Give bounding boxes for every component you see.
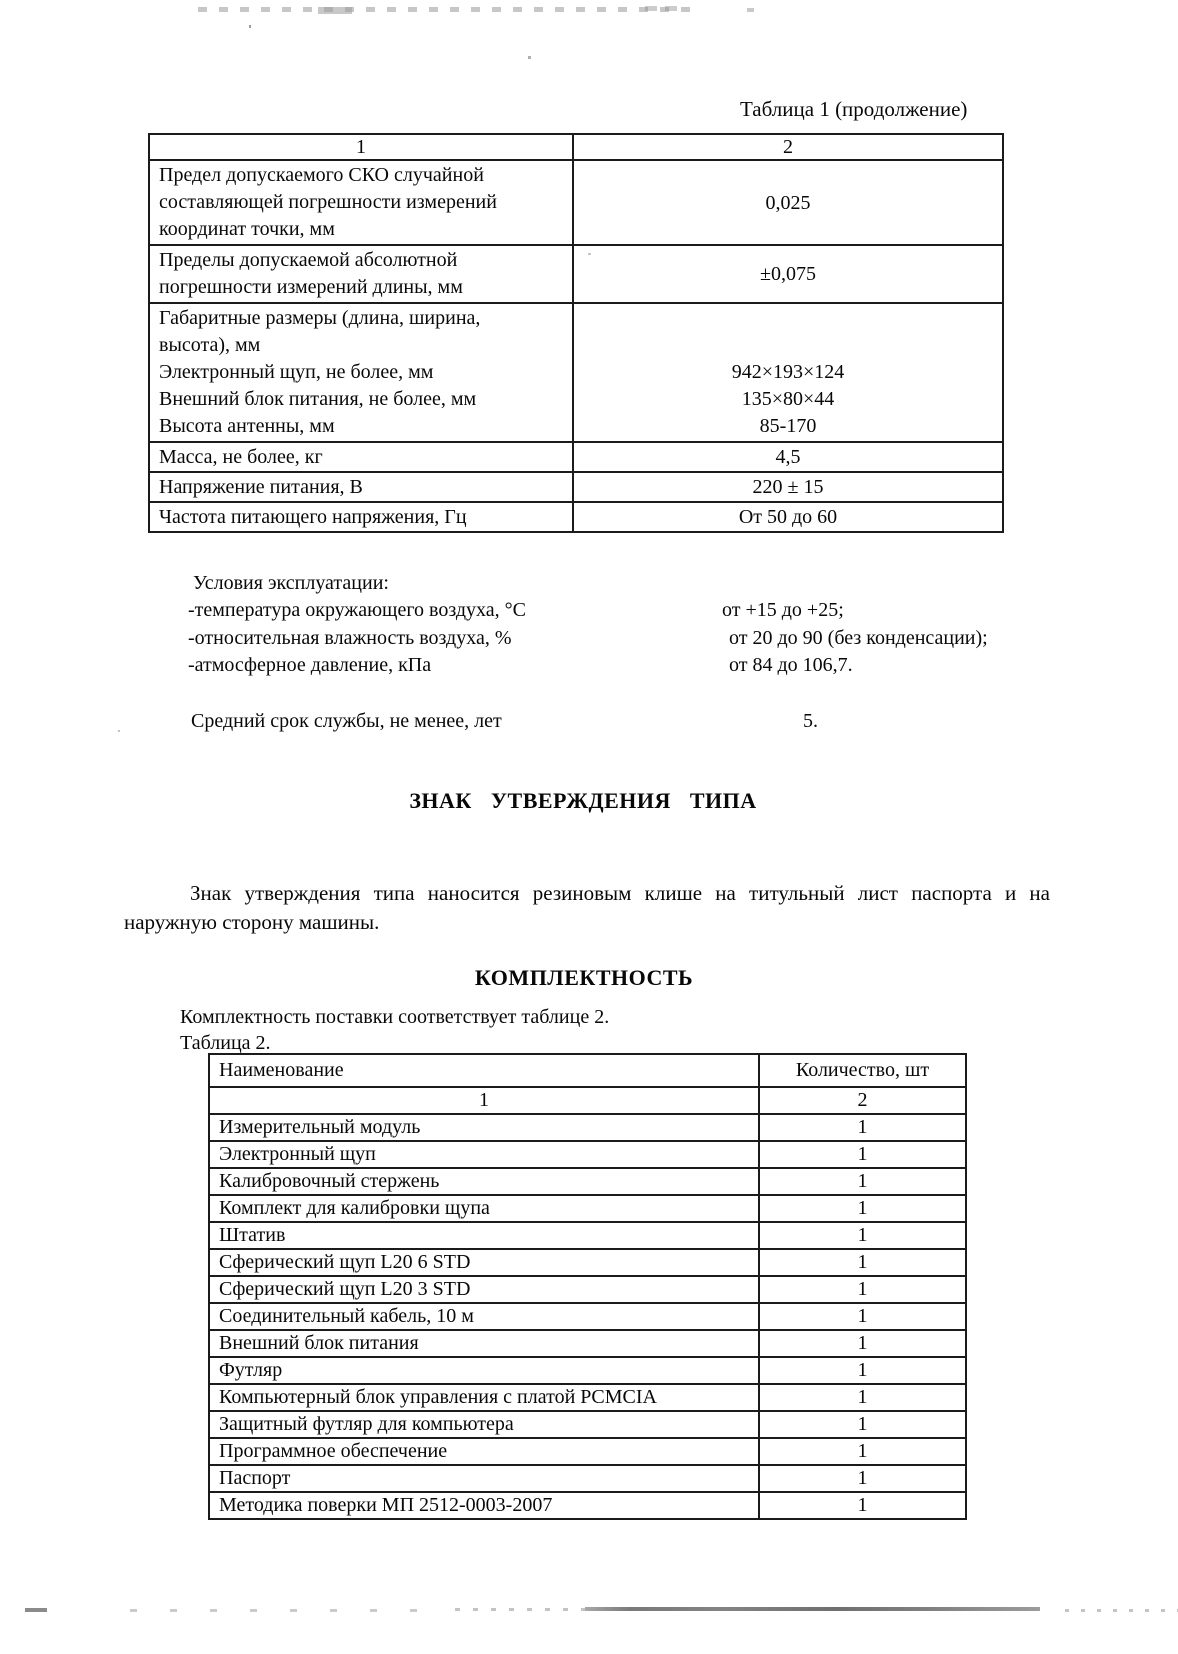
item-qty: 1 — [759, 1276, 966, 1303]
table-row — [209, 1492, 966, 1519]
table-row — [209, 1330, 966, 1357]
table-row — [209, 1438, 966, 1465]
table-row — [209, 1168, 966, 1195]
item-qty: 1 — [759, 1249, 966, 1276]
table1-specifications — [148, 133, 1004, 533]
item-qty: 1 — [759, 1303, 966, 1330]
item-name: Программное обеспечение — [209, 1438, 759, 1465]
table1-col-number: 2 — [573, 134, 1003, 160]
table-row — [209, 1222, 966, 1249]
item-name: Штатив — [209, 1222, 759, 1249]
table-row — [209, 1303, 966, 1330]
item-qty: 1 — [759, 1465, 966, 1492]
item-name: Измерительный модуль — [209, 1114, 759, 1141]
scan-artifact — [130, 1609, 430, 1612]
conditions-title: Условия эксплуатации: — [193, 572, 389, 594]
scan-artifact — [455, 1608, 585, 1611]
section-heading-completeness: КОМПЛЕКТНОСТЬ — [474, 965, 694, 990]
table-row — [209, 1249, 966, 1276]
item-name: Соединительный кабель, 10 м — [209, 1303, 759, 1330]
condition-label: -относительная влажность воздуха, % — [188, 626, 512, 649]
condition-item — [188, 625, 1088, 653]
table1-caption: Таблица 1 (продолжение) — [740, 97, 968, 121]
table1-header-row — [149, 134, 1003, 160]
spec-value: 0,025 — [573, 160, 1003, 245]
spec-label: Напряжение питания, В — [149, 472, 573, 502]
item-name: Комплект для калибровки щупа — [209, 1195, 759, 1222]
item-qty: 1 — [759, 1168, 966, 1195]
scan-artifact — [645, 6, 685, 11]
item-name: Сферический щуп L20 6 STD — [209, 1249, 759, 1276]
condition-label: -атмосферное давление, кПа — [188, 654, 432, 676]
table2-col-number: 1 — [209, 1087, 759, 1114]
condition-value: от 84 до 106,7. — [729, 654, 853, 676]
item-qty: 1 — [759, 1492, 966, 1519]
service-life-value: 5. — [803, 710, 818, 732]
scan-artifact — [747, 8, 754, 12]
item-name: Паспорт — [209, 1465, 759, 1492]
table-row — [209, 1114, 966, 1141]
spec-value: От 50 до 60 — [573, 502, 1003, 532]
scan-artifact — [118, 730, 120, 732]
scan-artifact — [25, 1608, 47, 1612]
table2-number-row — [209, 1087, 966, 1114]
item-name: Методика поверки МП 2512-0003-2007 — [209, 1492, 759, 1519]
service-life-label: Средний срок службы, не менее, лет — [191, 710, 502, 732]
table-row — [149, 502, 1003, 532]
spec-value: 220 ± 15 — [573, 472, 1003, 502]
service-life — [191, 710, 1091, 733]
item-name: Компьютерный блок управления с платой PCMCIA — [209, 1384, 759, 1411]
item-qty: 1 — [759, 1411, 966, 1438]
item-qty: 1 — [759, 1195, 966, 1222]
item-name: Сферический щуп L20 3 STD — [209, 1276, 759, 1303]
scan-artifact — [1065, 1609, 1178, 1612]
scan-artifact — [528, 56, 531, 59]
item-qty: 1 — [759, 1384, 966, 1411]
condition-item — [188, 652, 1088, 680]
paragraph-line: Знак утверждения типа наносится резиновым клише на титульный лист паспорта и на — [190, 881, 1050, 905]
table2-delivery-set — [208, 1053, 967, 1520]
spec-value: 4,5 — [573, 442, 1003, 472]
table-row — [209, 1276, 966, 1303]
condition-label: -температура окружающего воздуха, °С — [188, 599, 527, 621]
scan-artifact — [198, 7, 698, 12]
table-row — [149, 245, 1003, 303]
table-row — [149, 303, 1003, 442]
item-name: Калибровочный стержень — [209, 1168, 759, 1195]
spec-value: ±0,075 — [573, 245, 1003, 303]
table2-caption: Таблица 2. — [180, 1032, 271, 1054]
completeness-intro: Комплектность поставки соответствует таблице 2. — [180, 1006, 610, 1028]
scan-artifact — [318, 7, 352, 14]
table2-col-quantity: Количество, шт — [759, 1054, 966, 1087]
table-row — [149, 442, 1003, 472]
condition-value: от 20 до 90 (без конденсации); — [729, 626, 988, 649]
operating-conditions — [188, 570, 1088, 680]
table-row — [209, 1357, 966, 1384]
table-row — [209, 1411, 966, 1438]
item-qty: 1 — [759, 1357, 966, 1384]
item-qty: 1 — [759, 1438, 966, 1465]
table-row — [209, 1195, 966, 1222]
condition-value: от +15 до +25; — [722, 599, 844, 621]
spec-label: Частота питающего напряжения, Гц — [149, 502, 573, 532]
paragraph-line: наружную сторону машины. — [124, 910, 380, 934]
item-name: Защитный футляр для компьютера — [209, 1411, 759, 1438]
table-row — [149, 160, 1003, 245]
type-approval-paragraph — [124, 879, 1050, 937]
item-qty: 1 — [759, 1330, 966, 1357]
table1-col-number: 1 — [149, 134, 573, 160]
table2-col-number: 2 — [759, 1087, 966, 1114]
section-heading-type-approval: ЗНАК УТВЕРЖДЕНИЯ ТИПА — [409, 788, 757, 813]
table-row — [209, 1141, 966, 1168]
table-row — [209, 1384, 966, 1411]
table2-col-name: Наименование — [209, 1054, 759, 1087]
spec-value: 942×193×124 135×80×44 85-170 — [573, 303, 1003, 442]
table-row — [209, 1465, 966, 1492]
spec-label: Масса, не более, кг — [149, 442, 573, 472]
item-name: Футляр — [209, 1357, 759, 1384]
item-qty: 1 — [759, 1222, 966, 1249]
spec-label: Пределы допускаемой абсолютной погрешности измерений длины, мм — [149, 245, 573, 303]
item-qty: 1 — [759, 1141, 966, 1168]
spec-label: Предел допускаемого СКО случайной составляющей погрешности измерений координат точки, мм — [149, 160, 573, 245]
item-name: Электронный щуп — [209, 1141, 759, 1168]
item-qty: 1 — [759, 1114, 966, 1141]
item-name: Внешний блок питания — [209, 1330, 759, 1357]
scan-artifact — [249, 25, 251, 28]
spec-label: Габаритные размеры (длина, ширина, высота), мм Электронный щуп, не более, мм Внешний блок питания, не более, мм Высота антенны, мм — [149, 303, 573, 442]
condition-item — [188, 597, 1088, 625]
table2-header-row — [209, 1054, 966, 1087]
scan-artifact — [585, 1607, 1040, 1611]
table-row — [149, 472, 1003, 502]
